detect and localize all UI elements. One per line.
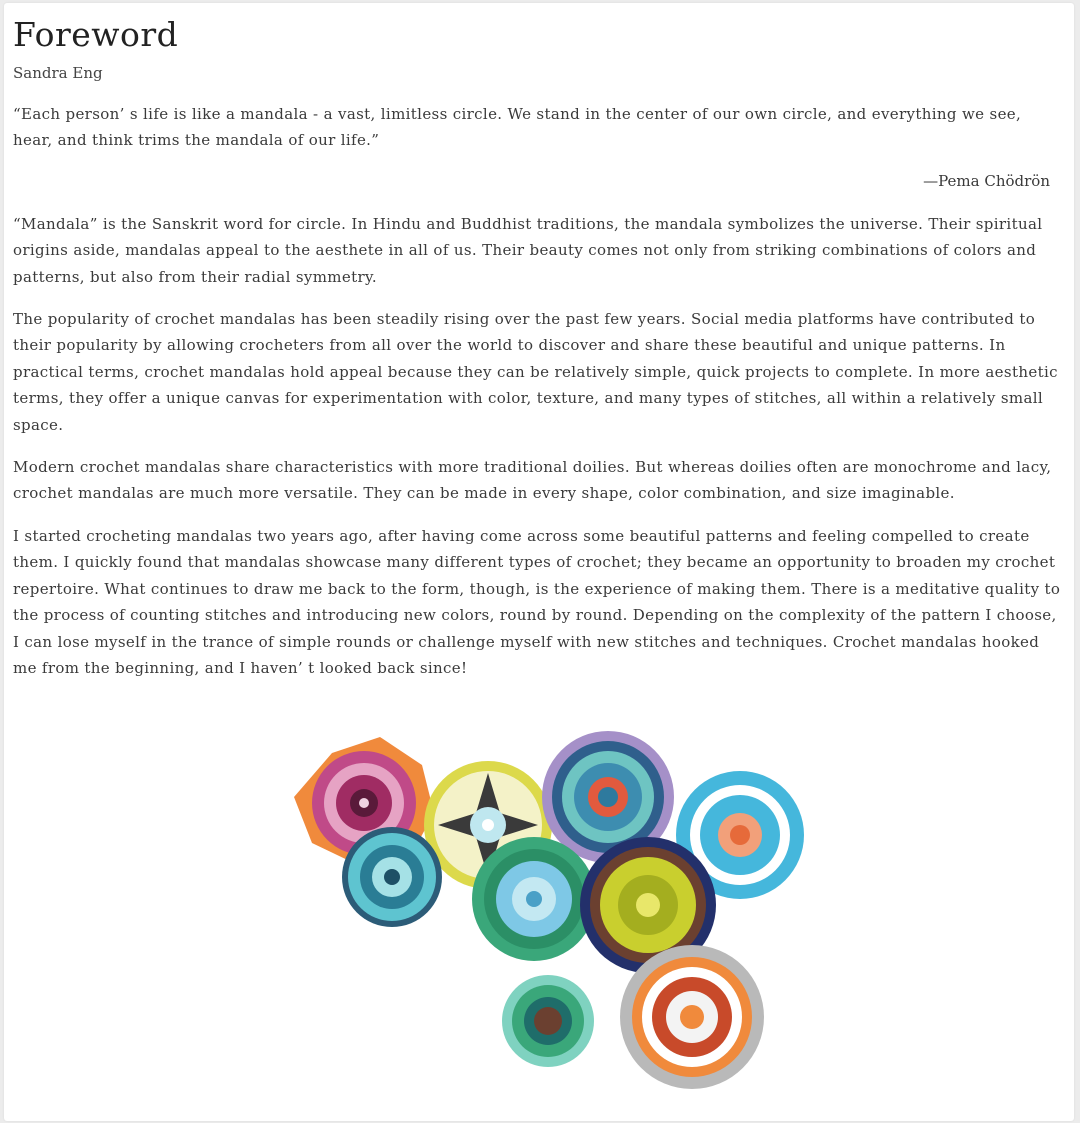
page-title: Foreword <box>13 15 179 54</box>
author-name: Sandra Eng <box>13 64 103 82</box>
body-paragraph-4: I started crocheting mandalas two years ago, after having come across some beautiful patterns and feeling compelled to create them. I quickly found that mandalas showcase many different types of crochet; they became an opportunity to broaden my crochet repertoire. What continues to draw me back to the form, though, is the experience of making them. There is a meditative quality to the process of counting stitches and introducing new colors, round by round. Depending on the complexity of the pattern I choose, I can lose myself in the trance of simple rounds or challenge myself with new stitches and techniques. Crochet mandalas hooked me from the beginning, and I haven’ t looked back since! <box>13 526 1061 677</box>
mandala-green <box>472 837 596 961</box>
body-paragraph-3: Modern crochet mandalas share characteristics with more traditional doilies. But whereas doilies often are monochrome and lacy, crochet mandalas are much more versatile. They can be made in every shape, color combination, and size imaginable. <box>13 458 1052 503</box>
article <box>13 15 1065 681</box>
crochet-mandalas-image <box>272 725 822 1095</box>
body-paragraph-1: “Mandala” is the Sanskrit word for circle. In Hindu and Buddhist traditions, the mandala symbolizes the universe. Their spiritual origins aside, mandalas appeal to the aesthete in all of us. Their beauty comes not only from striking combinations of colors and patterns, but also from their radial symmetry. <box>13 214 1043 286</box>
mandala-grey-orange <box>620 945 764 1089</box>
document-page <box>4 3 1074 1121</box>
body-paragraph-2: The popularity of crochet mandalas has been steadily rising over the past few years. Social media platforms have contributed to their popularity by allowing crocheters from all over the world to discover and share these beautiful and unique patterns. In practical terms, crochet mandalas hold appeal because they can be relatively simple, quick projects to complete. In more aesthetic terms, they offer a unique canvas for experimentation with color, texture, and many types of stitches, all within a relatively small space. <box>13 310 1058 434</box>
quote-attribution: —Pema Chödrön <box>923 171 1050 190</box>
mandala-turquoise <box>342 827 442 927</box>
mandala-mint <box>502 975 594 1067</box>
epigraph-quote: “Each person’ s life is like a mandala - a vast, limitless circle. We stand in the center of our own circle, and everything we see, hear, and think trims the mandala of our life.” <box>13 105 1022 150</box>
